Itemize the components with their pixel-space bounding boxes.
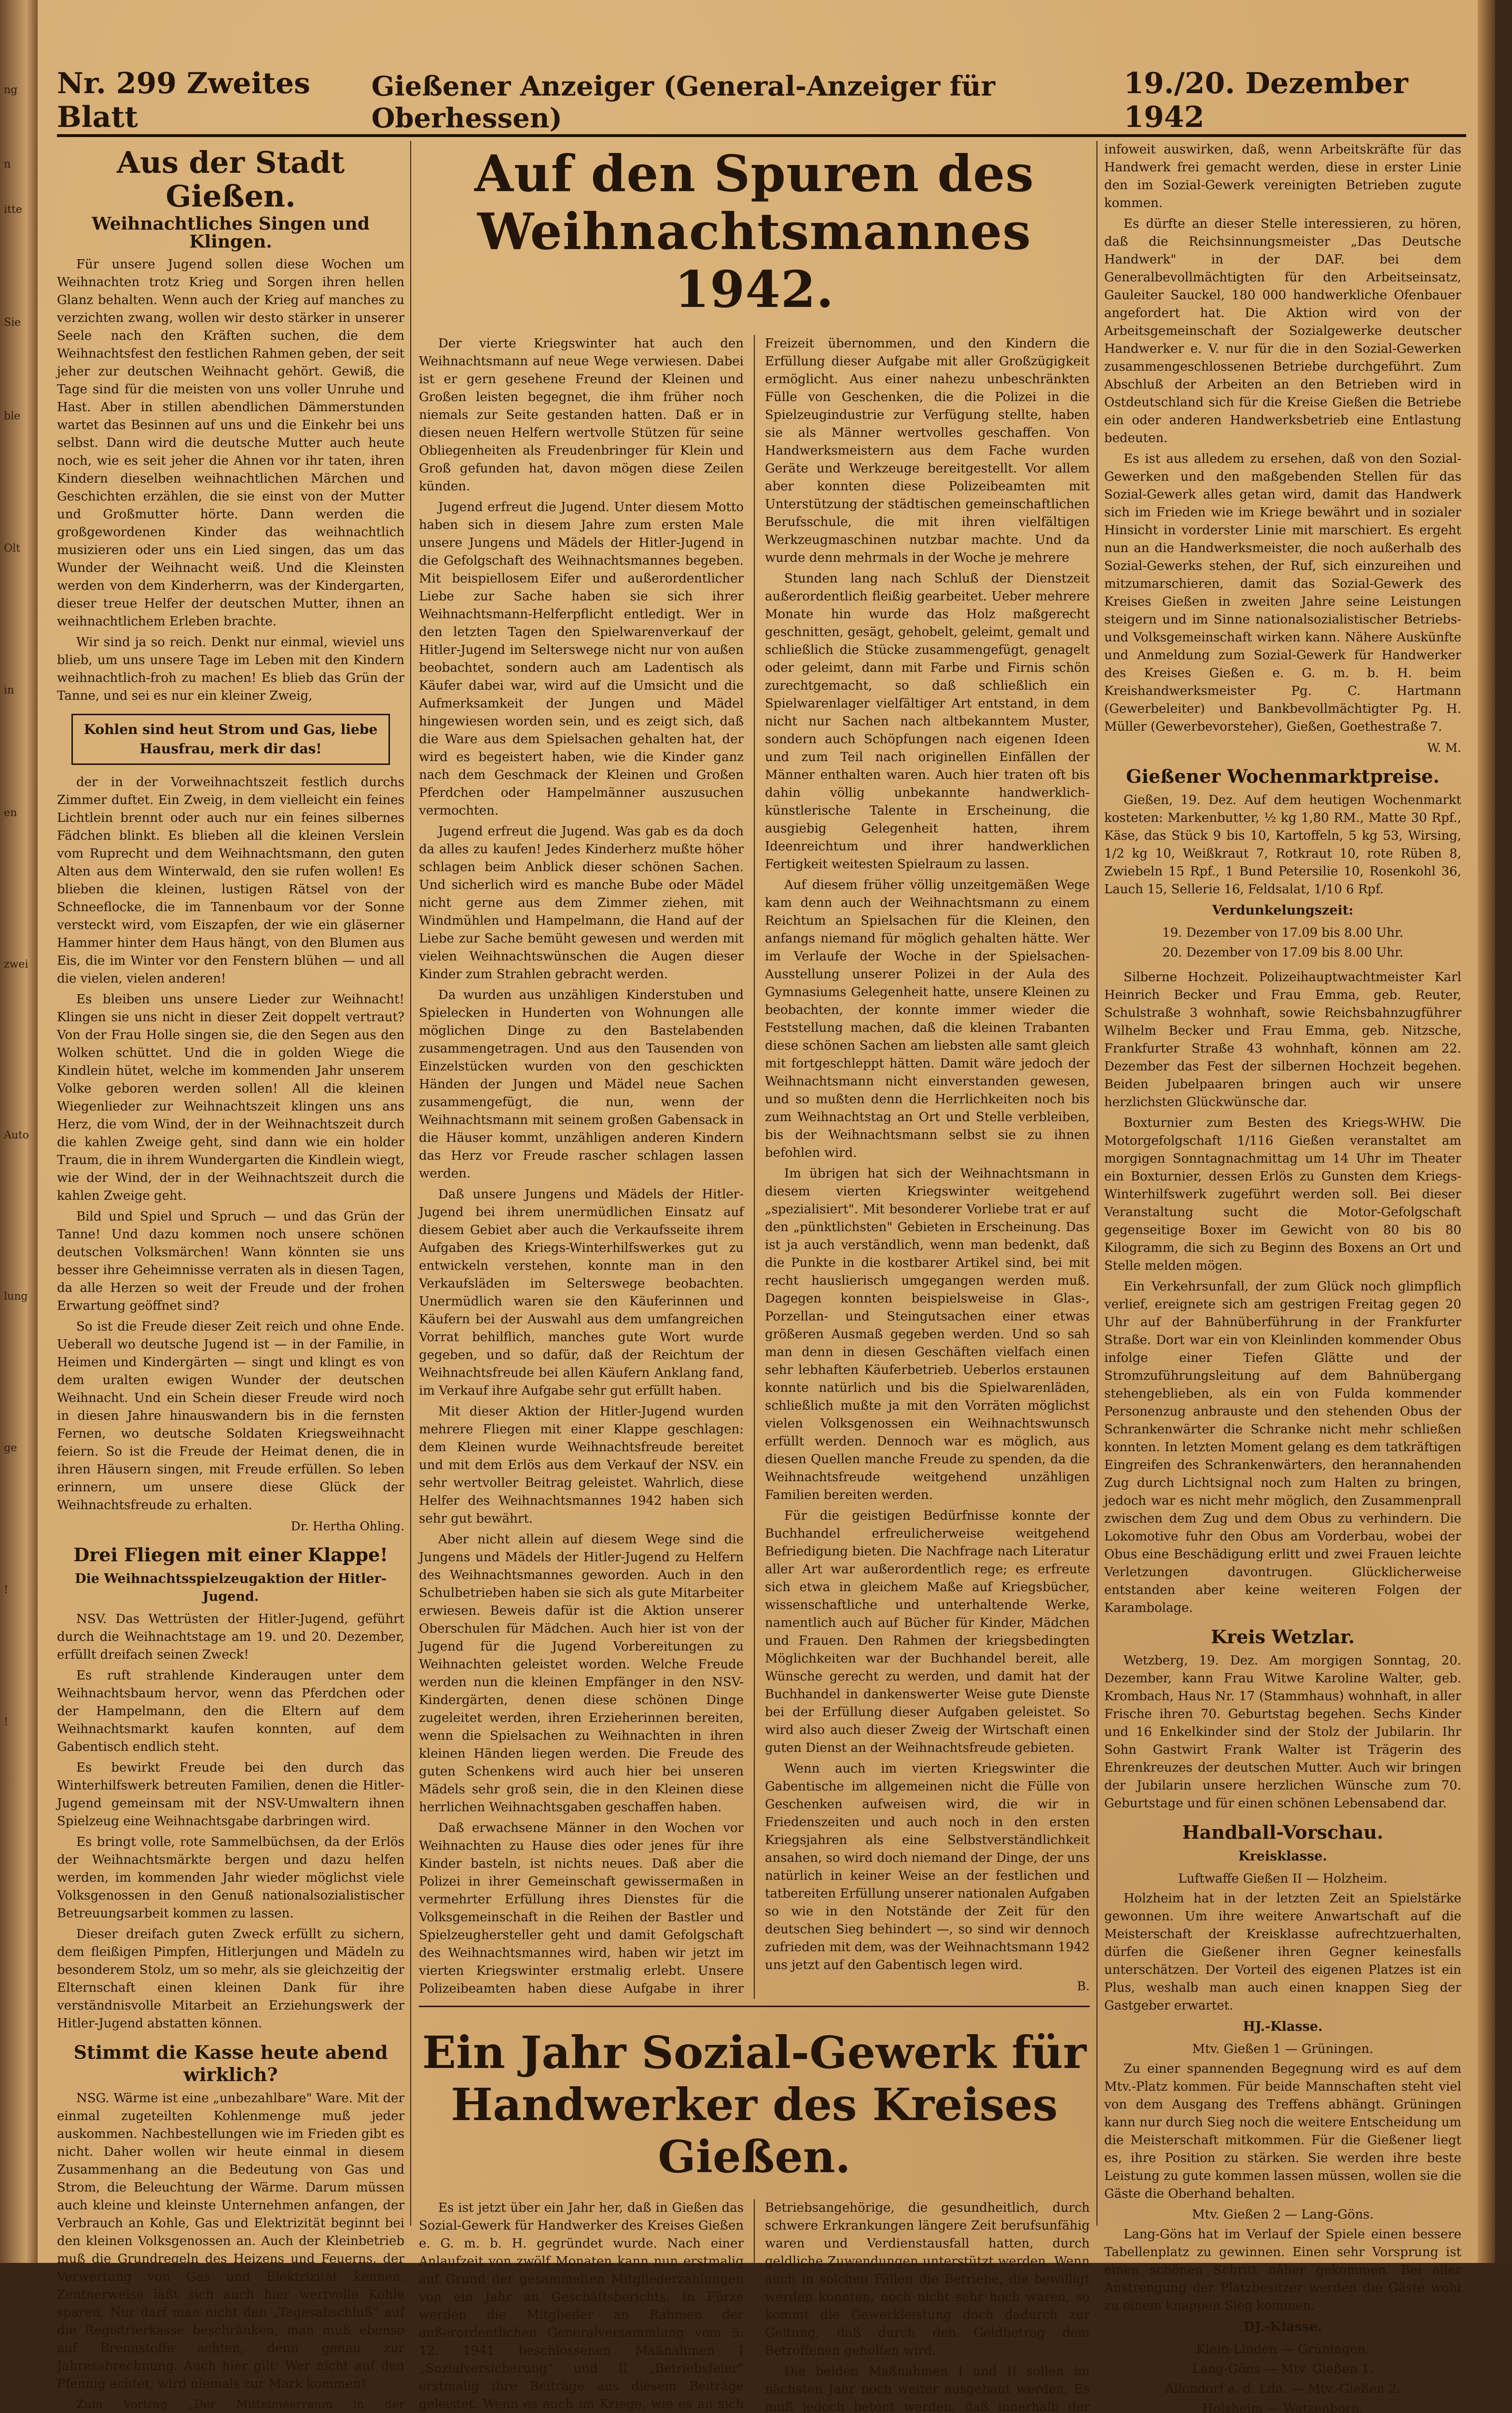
article-paragraph: Da wurden aus unzähligen Kinderstuben und Spielecken in Hunderten von Wohnungen alle möglichen Dinge zu den Bastelabenden zusammengetragen. Und aus den Tausenden von Einzelstücken wurden von den geschickten Händen der Jungen und Mädel neue Sachen zusammengefügt, die nun, wenn der Weihnachtsmann mit seinem großen Gabensack in die Häuser kommt, unzähligen anderen Kindern das Herz vor Freude rascher schlagen lassen werden. [419, 988, 744, 1181]
article-paragraph: Die beiden Maßnahmen I und II sollen im nächsten Jahr noch weiter ausgebaut werden. Es muß jedoch betont werden, daß innerhalb der [765, 2364, 1090, 2413]
column-local-news [57, 141, 404, 2413]
article-paragraph: Ein Verkehrsunfall, der zum Glück noch glimpflich verlief, ereignete sich am gestrigen Freitag gegen 20 Uhr auf der Bahnüberführung in der Frankfurter Straße. Dort war ein von Kleinlinden kommender Obus infolge einer Tiefen Glätte und der Stromzuführungsleitung auf dem Bahnübergang stehengeblieben, als ein von Fulda kommender Personenzug anbrauste und den stehenden Obus der Schrankenwärter die Schranke nicht mehr schließen konnten. In letzten Moment gelang es dem tatkräftigen Eingreifen des Schrankenwärters, den herannahenden Zug durch Lichtsignal noch zum Halten zu bringen, jedoch war es nicht mehr möglich, den Zusammenprall zwischen dem Zug und dem Obus zu verhindern. Die Lokomotive fuhr den Obus am Vorderbau, wobei der Obus eine Beschädigung erlitt und zwei Frauen leichte Verletzungen davontrugen. Glücklicherweise entstanden aber keine weiteren Folgen der Karambolage. [1104, 1279, 1461, 1615]
article-paragraph: Silberne Hochzeit. Polizeihauptwachtmeister Karl Heinrich Becker und Frau Emma, geb. Reuter, Schulstraße 3 wohnhaft, sowie Reichsbahnzugführer Wilhelm Becker und Frau Emma, geb. Nitzsche, Frankfurter Straße 43 wohnhaft, können am 22. Dezember das Fest der silbernen Hochzeit begehen. Beiden Jubelpaaren bringen auch wir unsere herzlichsten Glückwünsche dar. [1104, 970, 1461, 1109]
notice-box: Kohlen sind heut Strom und Gas, liebe Hausfrau, merk dir das! [71, 714, 390, 765]
article-paragraph: Wenn auch im vierten Kriegswinter die Gabentische im allgemeinen nicht die Fülle von Geschenken aufweisen wird, die wir in Friedenszeiten und auch noch in den ersten Kriegsjahren als eine Selbstverständlichkeit ansahen, so wird doch niemand der Dinge, der uns natürlich in keiner Weise an der festlichen und tatbereiten Erfüllung unserer nationalen Aufgaben so wie in den Notstände der Zeit für den deutschen Sieg behindert —, so sind wir dennoch zufrieden mit dem, was der Weihnachtsmann 1942 uns jetzt auf den Gabentisch legen wird. [765, 1761, 1090, 1972]
column-rule [1096, 141, 1097, 2226]
match-fixture: Lang-Göns — Mtv. Gießen 1. [1192, 2362, 1374, 2376]
prev-fragment: Sie [4, 317, 21, 329]
match-fixture: Allendorf a. d. Lda. — Mtv.-Gießen 2. [1165, 2382, 1401, 2396]
prev-fragment: n [4, 158, 11, 170]
league-label: HJ.-Klasse. [1243, 2019, 1323, 2034]
author-signature: Dr. Hertha Ohling. [291, 1519, 404, 1533]
article-paragraph: infoweit auswirken, daß, wenn Arbeitskräfte für das Handwerk frei gemacht werden, diese in erster Linie den im Sozial-Gewerk vereinigten Betrieben zugute kommen. [1104, 142, 1461, 210]
column-feature [419, 141, 1090, 2413]
article-title: Stimmt die Kasse heute abend wirklich? [73, 2041, 388, 2085]
match-fixture: Mtv. Gießen 2 — Lang-Göns. [1192, 2207, 1374, 2222]
article-paragraph: NSG. Wärme ist eine „unbezahlbare" Ware. Mit der einmal zugeteilten Kohlenmenge muß jeder auskommen. Nachbestellungen wie im Frieden gibt es nicht. Daher wollen wir heute einmal in diesem Zusammenhang an die Bedeutung von Gas und Strom, die Beleuchtung der Wärme. Darum müssen auch kleine und kleinste Unternehmen anfangen, der Verbrauch an Kohle, Gas und Elektrizität beginnt bei den kleinen Volksgenossen an. Auch der Kleinbetrieb muß die Grundregeln des Heizens und Feuerns, der Verwertung von Gas und Elektrizität kennen. Zentnerweise läßt sich auch hier wertvolle Kohle sparen. Nur darf man nicht den „Tagesabschluß" auf die Registrierkasse beschränken, man muß ebenso auf Brennstoffe achten, denn genau zur Jahresabrechnung. Auch hier gilt: Wer nicht auf den Pfennig achtet, wird niemals zur Mark kommen! [57, 2091, 404, 2391]
article-paragraph: Mit dieser Aktion der Hitler-Jugend wurden mehrere Fliegen mit einer Klappe geschlagen: dem Kleinen wurde Weihnachtsfreude bereitet und mit dem Erlös aus dem Verkauf der NSV. ein sehr wertvoller Beitrag geleistet. Wahrlich, diese Helfer des Weihnachtsmannes 1942 haben sich sehr gut bewährt. [419, 1404, 744, 1526]
article-paragraph: Daß unsere Jungens und Mädels der Hitler-Jugend bei ihrem unermüdlichen Einsatz auf diesem Gebiet aber auch die Verkaufsseite ihrem Aufgaben des Kriegs-Winterhilfswerkes gut zu entwickeln verstehen, konnte man in den Verkaufsläden im Selterswege beobachten. Unermüdlich waren sie den Käuferinnen und Käufern bei der Auswahl aus dem umfangreichen Vorrat behilflich, manches gute Wort wurde gegeben, und so dafür, daß der Reichtum der Weihnachtsfreude bei allen Käufern Anklang fand, im Verkauf ihre Aufgabe sehr gut erfüllt haben. [419, 1187, 744, 1398]
prev-fragment: ng [4, 84, 18, 96]
article-paragraph: Es bleiben uns unsere Lieder zur Weihnacht! Klingen sie uns nicht in dieser Zeit doppelt vertraut? Von der Frau Holle singen sie, die den Segen aus den Wolken schüttet. Und die in golden Wiege die Kindlein hütet, welche im kommenden Jahr unserem Volke geboren werden sollen! All die kleinen Wiegenlieder zur Weihnachtszeit klingen uns ans Herz, die vom Wind, der in der Weihnachtszeit durch die kahlen Zweige geht, sind dann wie ein holder Traum, die in ihrem Wundergarten die Kindlein wiegt, wie der Wind, der in der Weihnachtszeit durch die kahlen Zweige geht. [57, 992, 404, 1203]
article-paragraph: Im übrigen hat sich der Weihnachtsmann in diesem vierten Kriegswinter weitgehend „spezialisiert". Mit besonderer Vorliebe trat er auf den „pünktlichsten" Gebieten in Erscheinung. Das ist ja auch verständlich, wenn man bedenkt, daß die Punkte in die kostbarer Artikel sind, bei mit recht hauslierisch umgegangen werden muß. Dagegen konnten beispielsweise in Glas-, Porzellan- und Steingutsachen einer etwas größeren Ausmaß gegeben werden. Und so sah man denn in diesen Geschäften vielfach einen sehr lebhaften Käuferbetrieb. Ueberlos erstaunen konnte natürlich und bis die Spielwarenläden, schließlich mußte ja mit den Vorräten möglichst vielen Volksgenossen ein Weihnachtswunsch erfüllt werden. Dennoch war es möglich, aus diesen Quellen manche Freude zu spenden, da die Weihnachtsfreude weitgehend unzähligen Familien bereiten werden. [765, 1166, 1090, 1502]
article-paragraph: Aber nicht allein auf diesem Wege sind die Jungens und Mädels der Hitler-Jugend zu Helfern des Weihnachtsmannes geworden. Auch in den Schulbetrieben haben sie sich als gute Mitarbeiter erwiesen. Beweis dafür ist die Aktion unserer Oberschulen für Mädchen. Auch hier ist von der Jugend für die Jugend Vorbereitungen zu Weihnachten geleistet worden. Welche Freude werden nun die kleinen Empfänger in den NSV-Kindergärten, denen diese schönen Dinge zugeleitet werden, ihren Erzieherinnen bereiten, wenn die Spielsachen zu Weihnachten in ihren kleinen Händen liegen werden. Die Freude des guten Schenkens wird auch hier bei unseren Mädels sehr groß sein, die in den Kleinen diese herrlichen Weihnachtsgaben geschaffen haben. [419, 1532, 744, 1815]
article-paragraph: Für die geistigen Bedürfnisse konnte der Buchhandel erfreulicherweise weitgehend Befriedigung bieten. Die Nachfrage nach Literatur aller Art war außerordentlich rege; es erfreute sich etwa in gleichem Maße auf Kriegsbücher, wissenschaftliche und unterhaltende Werke, namentlich auch auf Bücher für Kinder, Mädchen und Frauen. Den Rahmen der kriegsbedingten Möglichkeiten war der Buchhandel bereit, alle Wünsche gerecht zu werden, und damit hat der Buchhandel in dankenswerter Weise gute Dienste bei der Erfüllung dieser Aufgaben geleistet. So wird also auch dieser Zweig der Wirtschaft einen guten Dienst an der Weihnachtsfreude gebieten. [765, 1509, 1090, 1755]
article-paragraph: Lang-Göns hat im Verlauf der Spiele einen bessere Tabellenplatz zu gewinnen. Einen sehr Vorsprung ist einen schönen Schritt näher gekommen. Bei aller Anstrengung der Platzbesitzer werden die Gäste wohl zu einem knappen Sieg kommen. [1104, 2227, 1461, 2313]
prev-fragment: en [4, 807, 17, 819]
article-paragraph: Stunden lang nach Schluß der Dienstzeit außerordentlich fleißig gearbeitet. Ueber mehrere Monate hin wurde das Holz maßgerecht geschnitten, gesägt, gehobelt, geleimt, gemalt und schließlich die Stücke zusammengefügt, genagelt oder geleimt, dann mit Farbe und Firnis schön zurechtgemacht, so daß schließlich ein Spielwarenlager vielfältiger Art entstand, in dem nicht nur Sachen nach altbekanntem Muster, sondern auch Schöpfungen nach eigenen Ideen und zum Teil nach originellen Einfällen der Männer enthalten waren. Auch hier traten oft bis dahin völlig unbekannte handwerklich-künstlerische Talente in Erscheinung, die ausgiebig Gelegenheit hatten, ihrem Ideenreichtum und ihrer handwerklichen Fertigkeit weitesten Spielraum zu lassen. [765, 571, 1090, 872]
article-paragraph: Für unsere Jugend sollen diese Wochen um Weihnachten trotz Krieg und Sorgen ihren hellen Glanz behalten. Wenn auch der Krieg auf manches zu verzichten zwang, wollen wir desto stärker in unserer Seele nach den Kräften suchen, die dem Weihnachtsfest den festlichen Rahmen geben, der seit jeher zur deutschen Weihnacht gehört. Gewiß, die Tage sind für die meisten von uns voller Unruhe und Hast. Aber in stillen abendlichen Dämmerstunden wartet das Besinnen auf uns und die Einkehr bei uns selbst. Dann wird die deutsche Mutter auch heute noch, wie es seit jeher die Ahnen vor ihr taten, ihren Kindern dieselben weihnachtlichen Märchen und Geschichten erzählen, die sie einst von der Mutter und Großmutter hörte. Dann werden die großgewordenen Kinder das weihnachtlich musizieren oder uns ein Lied singen, das um das Wunder der Weihnacht weiß. Und die Kleinsten werden von dem Kinderherrn, was der Kindergarten, dieser treue Helfer der deutschen Mutter, ihnen an weihnachtlichem Erleben brachte. [57, 257, 404, 629]
article-paragraph: der in der Vorweihnachtszeit festlich durchs Zimmer duftet. Ein Zweig, in dem vielleicht ein feines Lichtlein brennt oder auch nur ein feines silbernes Fädchen blinkt. Es blieben all die kleinen Verslein vom Ruprecht und dem Weihnachtsmann, den guten Alten aus dem Winterwald, den sie rufen wollen! Es blieben die kleinen, lustigen Rätsel von der Schneeflocke, die im Tannenbaum vor der Sonne versteckt wird, vom Eiszapfen, der wie ein gläserner Hammer hinter dem Haus hängt, von den Blumen aus Eis, die im Winter vor den Fenstern blühen — und all die vielen, vielen anderen! [57, 775, 404, 986]
article-paragraph: Holzheim hat in der letzten Zeit an Spielstärke gewonnen. Um ihre weitere Anwartschaft auf die Meisterschaft der Kreisklasse aufrechtzuerhalten, dürfen die Gießener ihren Gegner keinesfalls unterschätzen. Der Vorteil des eigenen Platzes ist ein Plus, weshalb man auch einen knappen Sieg der Gastgeber erwartet. [1104, 1891, 1461, 2013]
prev-fragment: ! [4, 1584, 8, 1596]
section-title: Aus der Stadt Gießen. [116, 145, 345, 214]
feature-article [419, 2199, 1090, 2413]
column-regional [1104, 141, 1461, 2413]
article-paragraph: NSV. Das Wettrüsten der Hitler-Jugend, geführt durch die Weihnachtstage am 19. und 20. Dezember, erfüllt dreifach seinen Zweck! [57, 1612, 404, 1662]
article-paragraph: Wetzberg, 19. Dez. Am morgigen Sonntag, 20. Dezember, kann Frau Witwe Karoline Walter, geb. Krombach, Haus Nr. 17 (Stammhaus) wohnhaft, in aller Frische ihren 70. Geburtstag begehen. Sechs Kinder und 16 Enkelkinder sind der Stolz der Jubilarin. Ihr Sohn Gastwirt Frank Walter ist Trägerin des Ehrenkreuzes der deutschen Mutter. Auch wir bringen der Jubilarin unsere herzlichen Wünsche zum 70. Geburtstage und für einen schönen Lebensabend dar. [1104, 1653, 1461, 1811]
prev-fragment: Olt [4, 542, 20, 555]
newspaper-page [38, 0, 1495, 2413]
match-fixture: Luftwaffe Gießen II — Holzheim. [1178, 1872, 1387, 1886]
article-paragraph: Boxturnier zum Besten des Kriegs-WHW. Die Motorgefolgschaft 1/116 Gießen veranstaltet am morgigen Sonntagnachmittag um 14 Uhr im Theater ein Boxturnier, dessen Erlös zu Gunsten dem Kriegs-Winterhilfswerk zugeführt werden soll. Bei dieser Veranstaltung sucht die Motor-Gefolgschaft gegenseitige Boxer im Gewicht von 80 bis 80 Kilogramm, die sich zu Beginn des Boxens an Ort und Stelle melden mögen. [1104, 1116, 1461, 1273]
article-paragraph: Es ist jetzt über ein Jahr her, daß in Gießen das Sozial-Gewerk für Handwerker des Kreises Gießen e. G. m. b. H. gegründet wurde. Nach einer Anlaufzeit von zwölf Monaten kann nun erstmalig auf Grund der gesammelten Mitgliederzahlungen von ein Jahr an Geschäftsberichts. In Fürze werden die Mitglieder an Rahmen der außerordentlichen Generalversammlung vom 5. 12. 1941 beschlossenen Maßnahmen I „Sozialversicherung" und II „Betriebsfeier" erstmalig ihre Beiträge aus diesem Beiträge geleistet. Wenn es auch im Kriege, wie es an sich [419, 2201, 744, 2412]
prev-fragment: zwei [4, 958, 28, 971]
author-signature: B. [1077, 1979, 1090, 1993]
market-prices: Gießen, 19. Dez. Auf dem heutigen Wochenmarkt kosteten: Markenbutter, ½ kg 1,80 RM., Matte 30 Rpf., Käse, das Stück 9 bis 10, Kartoffeln, 5 kg 53, Wirsing, 1/2 kg 10, Weißkraut 7, Rotkraut 10, rote Rüben 8, Zwiebeln 15 Rpf., 1 Bund Petersilie 10, Rosenkohl 36, Lauch 15, Sellerie 16, Feldsalat, 1/10 6 Rpf. [1104, 793, 1461, 897]
article-paragraph: Es ist aus alledem zu ersehen, daß von den Sozial-Gewerken und den maßgebenden Stellen für das Sozial-Gewerk alles getan wird, damit das Handwerk sich im Frieden wie im Kriege bewährt und in sozialer Hinsicht in vorderster Linie mit marschiert. Es ergeht nun an die Handwerksmeister, die noch außerhalb des Sozial-Gewerks stehen, der Ruf, sich einzureihen und mitzumarschieren, damit das Sozial-Gewerk des Kreises Gießen in zweiten Jahre seine Leistungen steigern und im Sinne nationalsozialistischer Betriebs- und Volksgemeinschaft wirken kann. Nähere Auskünfte und Anmeldung zum Sozial-Gewerk für Handwerker des Kreises Gießen e. G. m. b. H. beim Kreishandwerksmeister Pg. C. Hartmann (Gewerbeleiter) und Bankbevollmächtigter Pg. H. Müller (Gewerbevorsteher), Gießen, Goethestraße 7. [1104, 452, 1461, 734]
prev-fragment: ! [4, 1716, 8, 1728]
prev-fragment: itte [4, 204, 22, 216]
article-paragraph: Zum Vortrag „Der Mittelmeerraum in der [76, 2398, 404, 2411]
masthead [57, 67, 1466, 137]
article-divider [419, 2006, 1090, 2007]
article-paragraph: Jugend erfreut die Jugend. Unter diesem Motto haben sich in diesem Jahre zum ersten Male unsere Jungens und Mädels der Hitler-Jugend in die Gefolgschaft des Weihnachtsmannes begeben. Mit beispiellosem Eifer und außerordentlicher Liebe zur Sache haben sie sich ihrer Weihnachtsmann-Helferpflicht entledigt. Wer in den letzten Tagen den Spielwarenverkauf der Hitler-Jugend im Selterswege nicht nur von außen beobachtet, sondern auch am Ladentisch als Käufer dabei war, wird auf die Umsicht und die Aufmerksamkeit der Jungen und Mädel hingewiesen worden sein, und es zeigt sich, daß die Ware aus dem Spielsachen gehalten hat, der wird es begeistert haben, wie die Kinder ganz nach dem Geschmack der Kleinen und Großen Pferdchen oder Hampelmänner auszusuchen vermochten. [419, 500, 744, 818]
issue-date: 19./20. Dezember 1942 [1124, 67, 1408, 134]
article-kicker: Die Weihnachtsspielzeugaktion der Hitler-Jugend. [75, 1571, 387, 1604]
article-title: Gießener Wochenmarktpreise. [1126, 765, 1440, 787]
prev-fragment: lung [4, 1290, 28, 1303]
article-title: Weihnachtliches Singen und Klingen. [92, 214, 370, 252]
article-paragraph: Dieser dreifach guten Zweck erfüllt zu sichern, dem fleißigen Pimpfen, Hitlerjungen und Mädeln zu besonderem Stolz, um so mehr, als sie gleichzeitig der Elternschaft einen kleinen Dank für ihre verständnisvolle Mitarbeit an Erziehungswerk der Hitler-Jugend abstatten können. [57, 1927, 404, 2031]
article-paragraph: Es bringt volle, rote Sammelbüchsen, da der Erlös der Weihnachtsmärkte bergen und dazu helfen werden, im kommenden Jahr wieder möglichst viele Volksgenossen in den Genuß nationalsozialistischer Betreuungsarbeit kommen zu lassen. [57, 1835, 404, 1921]
article-paragraph: Zu einer spannenden Begegnung wird es auf dem Mtv.-Platz kommen. Für beide Mannschaften steht viel von dem Ausgang des Treffens abhängt. Grüningen kann nur durch Sieg noch die weitere Entscheidung um die Meisterschaft mitkommen. Für die Gießener liegt es, ihre Position zu stärken. Sie werden ihre beste Leistung zu gute kommen lassen müssen, wollen sie die Gäste die Oberhand behalten. [1104, 2062, 1461, 2201]
prev-fragment: in [4, 684, 14, 696]
match-fixture: Klein-Linden — Grüningen. [1196, 2342, 1370, 2357]
article-paragraph: Jugend erfreut die Jugend. Was gab es da doch da alles zu kaufen! Jedes Kinderherz mußte höher schlagen beim Anblick dieser schönen Sachen. Und sicherlich wird es manche Bube oder Mädel nicht gerne aus dem Zimmer ziehen, mit Windmühlen und Hampelmann, die Hand auf der Liebe zur Sache bemüht gewesen und werden mit vielen Weihnachtswünschen die Augen dieser Kinder zum Strahlen gebracht werden. [419, 824, 744, 982]
blackout-title: Verdunkelungszeit: [1212, 903, 1354, 918]
blackout-time: 20. Dezember von 17.09 bis 8.00 Uhr. [1162, 945, 1403, 960]
previous-page-edge [0, 0, 38, 2263]
article-paragraph: Daß erwachsene Männer in den Wochen vor Weihnachten zu Hause dies oder jenes für ihre Kinder basteln, ist nichts neues. Daß aber die Polizei in ihrer Gemeinschaft gewissermaßen in vermehrter Erfüllung ihres Dienstes für die Volksgemeinschaft in die Reihen der Bastler und Spielzeughersteller geht und damit Gefolgschaft des Weihnachtsmannes wird, haben wir jetzt im vierten Kriegswinter erstmalig erlebt. Unsere Polizeibeamten haben diese Aufgabe in ihrer Freizeit übernommen, und den Kindern die Erfüllung dieser Aufgabe mit aller Großzügigkeit ermöglicht. Aus einer nahezu unbeschränkten Fülle von Geschenken, die die Polizei in die Spielzeugindustrie zur Verfügung stellte, haben sie als Männer wertvolles geschaffen. Von Handwerksmeistern aus dem Fache wurden Geräte und Werkzeuge bereitgestellt. Vor allem aber konnten diese Polizeibeamten mit Unterstützung der städtischen gemeinschaftlichen Berufsschule, die mit ihren vielfältigen Werkzeugmaschinen nutzbar machte. Und da wurde denn mehrmals in der Woche je mehrere [419, 336, 1090, 1996]
league-label: DJ.-Klasse. [1243, 2319, 1322, 2334]
feature-headline: Ein Jahr Sozial-Gewerk für Handwerker des Kreises Gießen. [422, 2026, 1087, 2183]
article-paragraph: Betriebsangehörige, die gesundheitlich, durch schwere Erkrankungen längere Zeit berufsunfähig waren und Verdienstausfall hatten, durch geldliche Zuwendungen unterstützt werden. Wenn auch in solchen Fällen die Betriebe, die bewilligt werden konnten, noch nicht sehr hoch waren, so kommt die Gewerkleistung doch dadurch zur Geltung, daß durch den Geldbetrag dem Betroffenen geholfen wird. [765, 2201, 1090, 2358]
feature-headline: Auf den Spuren des Weihnachtsmannes 1942. [474, 144, 1034, 319]
column-rule [410, 141, 411, 2226]
article-title: Drei Fliegen mit einer Klappe! [73, 1544, 388, 1566]
blackout-time: 19. Dezember von 17.09 bis 8.00 Uhr. [1162, 926, 1403, 940]
article-paragraph: So ist die Freude dieser Zeit reich und ohne Ende. Ueberall wo deutsche Jugend ist — in der Familie, in Heimen und Kindergärten — singt und klingt es von dem uralten ewigen Wunder der deutschen Weihnacht. Und ein Schein dieser Freude wird noch in diesen Jahre hinauswandern bis in die fernsten Fernen, wo deutsche Soldaten Kriegsweihnacht feiern. So ist die Freude der Heimat denen, die in ihren Häusern singen, mit Freude erfüllen. So leben erinnern, um unsere diese Glück der Weihnachtsfreude zu erhalten. [57, 1319, 404, 1512]
article-paragraph: Wir sind ja so reich. Denkt nur einmal, wieviel uns blieb, um uns unsere Tage im Leben mit den Kindern weihnachtlich-froh zu machen! Es blieb das Grün der Tanne, und sei es nur ein kleiner Zweig, [57, 635, 404, 703]
article-title: Handball-Vorschau. [1182, 1821, 1384, 1843]
newspaper-title: Gießener Anzeiger (General-Anzeiger für Oberhessen) [371, 70, 996, 134]
article-paragraph: Es ruft strahlende Kinderaugen unter dem Weihnachtsbaum hervor, wenn das Pferdchen oder der Hampelmann, den die Eltern auf dem Weihnachtsmarkt kaufen konnten, auf dem Gabentisch endlich steht. [57, 1668, 404, 1754]
author-signature: W. M. [1427, 741, 1461, 755]
prev-fragment: ble [4, 410, 21, 422]
article-paragraph: Bild und Spiel und Spruch — und das Grün der Tanne! Und dazu kommen noch unsere schönen deutschen Volksmärchen! Wann könnten sie uns besser ihre Geheimnisse verraten als in diesen Tagen, da alle Herzen so weit der Freude und der frohen Erwartung geöffnet sind? [57, 1209, 404, 1313]
prev-fragment: Auto [4, 1129, 29, 1141]
page-edge [1478, 0, 1495, 2263]
article-paragraph: Es bewirkt Freude bei den durch das Winterhilfswerk betreuten Familien, denen die Hitler-Jugend gemeinsam mit der NSV-Umwaltern ihnen Spielzeug eine Weihnachtsgabe darbringen wird. [57, 1761, 404, 1829]
match-fixture: Mtv. Gießen 1 — Grüningen. [1192, 2042, 1373, 2056]
prev-fragment: ge [4, 1442, 17, 1454]
article-paragraph: Der vierte Kriegswinter hat auch den Weihnachtsmann auf neue Wege verwiesen. Dabei ist er gern gesehene Freund der Kleinen und Großen leisten begegnet, die ihm früher noch niemals zur Seite gestanden hatten. Daß er in diesen neuen Helfern wertvolle Stützen für seine Obliegenheiten als Freudenbringer für Klein und Groß gefunden hat, davon mögen diese Zeilen künden. [419, 336, 744, 494]
league-label: Kreisklasse. [1238, 1849, 1327, 1864]
article-paragraph: Es dürfte an dieser Stelle interessieren, zu hören, daß die Reichsinnungsmeister „Das Deutsche Handwerk" in der DAF. bei dem Generalbevollmächtigten für den Arbeitseinsatz, Gauleiter Sauckel, 180 000 handwerkliche Ofenbauer angefordert hat. Die Aktion wird von der Arbeitsgemeinschaft der Sozialgewerke deutscher Handwerker e. V. nur für die in den Sozial-Gewerken zusammengeschlossenen Betriebe durchgeführt. Zum Abschluß der Arbeiten an den Betrieben wird in Ostdeutschland sich für die Kreise Gießen die Betriebe ein oder anderen Handwerksbetrieb eine Entlastung bedeuten. [1104, 217, 1461, 445]
issue-number: Nr. 299 Zweites Blatt [57, 67, 310, 134]
feature-article [419, 335, 1090, 1999]
match-fixture: Holzheim — Watzenborn. [1202, 2401, 1363, 2413]
article-title: Kreis Wetzlar. [1211, 1626, 1355, 1648]
article-paragraph: Auf diesem früher völlig unzeitgemäßen Wege kam denn auch der Weihnachtsmann zu einem Reichtum an Spielsachen für die Kleinen, den anfangs niemand für möglich gehalten hätte. Wer im Verlaufe der Woche in der Spielsachen-Ausstellung unserer Polizei in der Aula des Gymnasiums Gelegenheit hatte, unsere Kleinen zu beobachten, der konnte immer wieder die Feststellung machen, daß die kleinen Trabanten diese schönen Sachen am liebsten alle samt gleich mit fortgeschleppt hätten. Damit wäre jedoch der Weihnachtsmann nicht einverstanden gewesen, und so mußten denn die Herrlichkeiten noch bis zum Weihnachtstag an Ort und Stelle verbleiben, bis der Weihnachtsmann selbst sie zu ihnen befohlen wird. [765, 878, 1090, 1160]
